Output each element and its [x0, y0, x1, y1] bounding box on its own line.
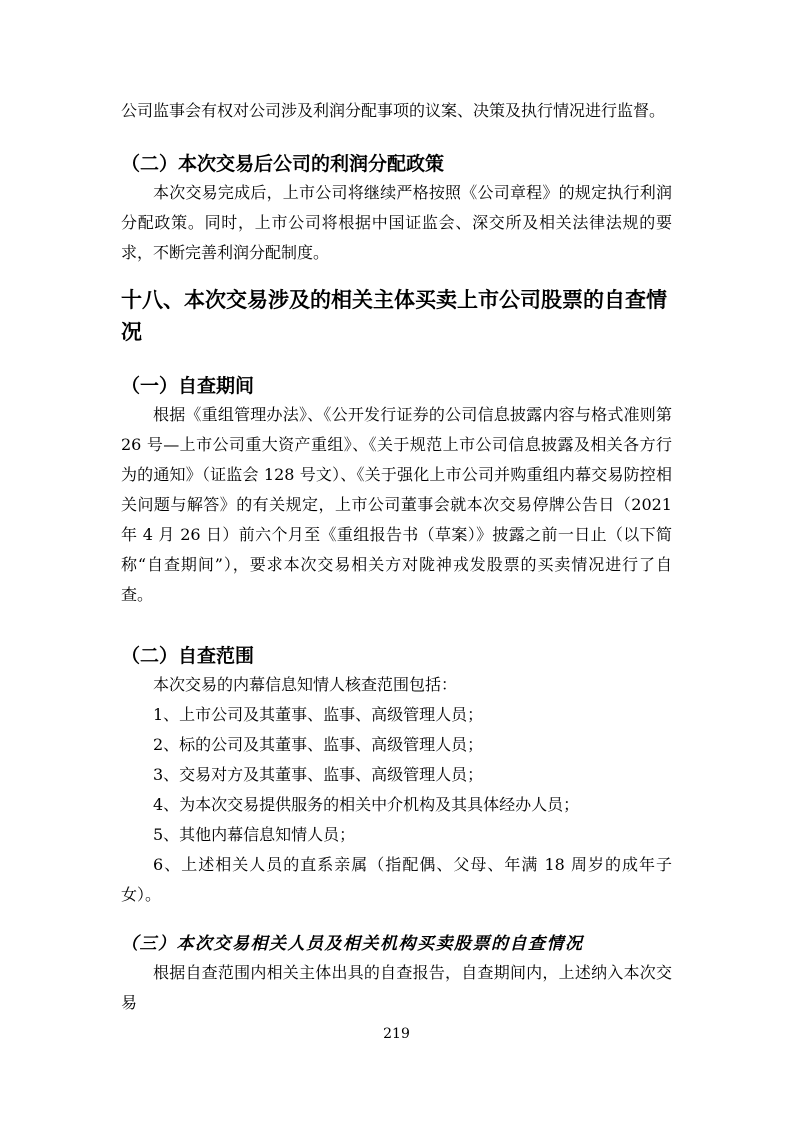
paragraph-section3-intro: 根据自查范围内相关主体出具的自查报告，自查期间内，上述纳入本次交易 — [121, 963, 672, 1012]
list-item-2-target-company: 2、标的公司及其董事、监事、高级管理人员； — [153, 735, 484, 754]
heading-self-inspection-period: （一）自查期间 — [121, 375, 255, 397]
heading-chapter18-self-inspection: 十八、本次交易涉及的相关主体买卖上市公司股票的自查情况 — [121, 288, 667, 344]
paragraph-supervision-continuation: 公司监事会有权对公司涉及利润分配事项的议案、决策及执行情况进行监督。 — [121, 101, 666, 120]
list-item-4-intermediaries: 4、为本次交易提供服务的相关中介机构及其具体经办人员； — [153, 795, 580, 814]
heading-section3-trading-self-inspection: （三）本次交易相关人员及相关机构买卖股票的自查情况 — [121, 934, 584, 954]
list-item-3-counterparty: 3、交易对方及其董事、监事、高级管理人员； — [153, 765, 484, 784]
page-number: 219 — [383, 1026, 410, 1042]
list-item-5-other-insiders: 5、其他内幕信息知情人员； — [153, 825, 356, 844]
heading-self-inspection-scope: （二）自查范围 — [121, 645, 255, 667]
list-item-6-immediate-family: 6、上述相关人员的直系亲属（指配偶、父母、年满 18 周岁的成年子女）。 — [121, 855, 672, 904]
paragraph-self-inspection-period: 根据《重组管理办法》、《公开发行证券的公司信息披露内容与格式准则第 26 号—上市公司重大资产重组》、《关于规范上市公司信息披露及相关各方行为的通知》（证监会 128 号文）、《关于强化上市公司并购重组内幕交易防控相关问题与解答》的有关规定，上市公司董事会就本次交易停牌公告日（2021 年 4 月 26 日）前六个月至《重组报告书（草案）》披露之前一日止（以下简称“自查期间”），要求本次交易相关方对陇神戎发股票的买卖情况进行了自查。 — [121, 405, 672, 604]
paragraph-scope-intro: 本次交易的内幕信息知情人核查范围包括： — [153, 675, 458, 694]
paragraph-profit-distribution-policy: 本次交易完成后，上市公司将继续严格按照《公司章程》的规定执行利润分配政策。同时，上市公司将根据中国证监会、深交所及相关法律法规的要求，不断完善利润分配制度。 — [121, 183, 672, 262]
heading-section2-profit-distribution-policy: （二）本次交易后公司的利润分配政策 — [121, 153, 445, 175]
list-item-1-listed-company: 1、上市公司及其董事、监事、高级管理人员； — [153, 705, 484, 724]
